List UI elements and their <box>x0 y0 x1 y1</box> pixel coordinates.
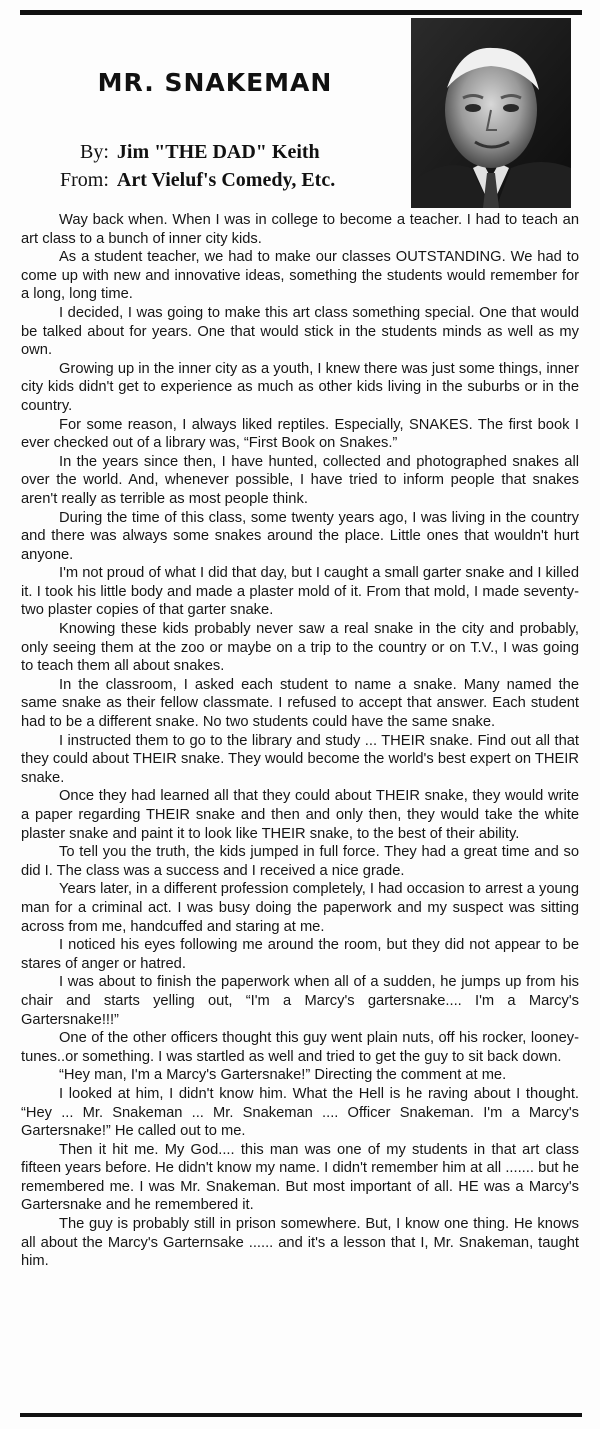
article-body <box>21 211 579 1271</box>
paragraph: I was about to finish the paperwork when all of a sudden, he jumps up from his chair and starts yelling out, “I'm a Marcy's gartersnake.... I'm a Marcy's Gartersnake!!!” <box>21 974 579 1028</box>
by-label: By: <box>80 141 109 163</box>
paragraph: Years later, in a different profession completely, I had occasion to arrest a young man for a criminal act. I was busy doing the paperwork and my suspect was sitting across from me, handcuffed and staring at me. <box>21 881 579 935</box>
paragraph: “Hey man, I'm a Marcy's Gartersnake!” Directing the comment at me. <box>59 1067 507 1084</box>
from-label: From: <box>60 169 109 191</box>
paragraph: I'm not proud of what I did that day, but I caught a small garter snake and I killed it. I took his little body and made a plaster mold of it. From that mold, I made seventy-two plaster copies of that garter snake. <box>21 565 579 619</box>
author-line <box>60 138 390 166</box>
source-line <box>60 166 390 194</box>
paragraph: The guy is probably still in prison somewhere. But, I know one thing. He knows all about the Marcy's Garternsake ...... and it's a lesson that I, Mr. Snakeman, taught him. <box>21 1216 579 1270</box>
top-rule <box>20 10 582 15</box>
paragraph: Way back when. When I was in college to become a teacher. I had to teach an art class to a bunch of inner city kids. <box>21 212 579 247</box>
paragraph: I noticed his eyes following me around the room, but they did not appear to be stares of anger or hatred. <box>21 937 579 972</box>
paragraph: To tell you the truth, the kids jumped in full force. They had a great time and so did I. The class was a success and I received a nice grade. <box>21 844 579 879</box>
paragraph: For some reason, I always liked reptiles. Especially, SNAKES. The first book I ever checked out of a library was, “First Book on Snakes.” <box>21 416 579 452</box>
paragraph: In the years since then, I have hunted, collected and photographed snakes all over the world. And, whenever possible, I have tried to inform people that snakes aren't really as terrible as most people think. <box>21 453 579 507</box>
paragraph: Once they had learned all that they could about THEIR snake, they would write a paper regarding THEIR snake and then and only then, they would take the white plaster snake and paint it to look like THEIR snake, to the best of their ability. <box>21 788 579 842</box>
paragraph: Growing up in the inner city as a youth, I knew there was just some things, inner city kids didn't get to experience as much as other kids living in the suburbs or in the country. <box>21 360 579 414</box>
paragraph: In the classroom, I asked each student to name a snake. Many named the same snake as their fellow classmate. I refused to accept that answer. Each student had to be a different snake. No two students could have the same snake. <box>21 676 579 731</box>
author-portrait-image <box>411 18 571 208</box>
author-photo <box>411 18 571 208</box>
paragraph: One of the other officers thought this guy went plain nuts, off his rocker, looney-tunes..or something. I was startled as well and tried to get the guy to sit back down. <box>21 1030 579 1065</box>
bottom-rule <box>20 1413 582 1417</box>
byline <box>60 138 390 194</box>
author-name: Jim "THE DAD" Keith <box>116 141 320 163</box>
paragraph: I decided, I was going to make this art class something special. One that would be talked about for years. One that would stick in the students minds as well as my own. <box>21 304 579 359</box>
paragraph: During the time of this class, some twenty years ago, I was living in the country and there was always some snakes around the place. Little ones that wouldn't hurt anyone. <box>21 509 579 563</box>
paragraph: I looked at him, I didn't know him. What the Hell is he raving about I thought. “Hey ... Mr. Snakeman ... Mr. Snakeman .... Officer Snakeman. I'm a Marcy's Gartersnake!” He called out to me. <box>21 1085 579 1140</box>
source-name: Art Vieluf's Comedy, Etc. <box>116 169 336 191</box>
paragraph: Then it hit me. My God.... this man was one of my students in that art class fifteen years before. He didn't know my name. I didn't remember him at all ....... but he remembered me. I was Mr. Snakeman. But most important of all. HE was a Marcy's Gartersnake and he remembered it. <box>21 1141 579 1214</box>
paragraph: Knowing these kids probably never saw a real snake in the city and probably, only seeing them at the zoo or maybe on a trip to the country or on T.V., I was going to teach them all about snakes. <box>21 621 579 675</box>
paragraph: As a student teacher, we had to make our classes OUTSTANDING. We had to come up with new and innovative ideas, something the students would remember for a long, long time. <box>21 249 579 303</box>
paragraph: I instructed them to go to the library and study ... THEIR snake. Find out all that they could about THEIR snake. They would become the world's best expert on THEIR snake. <box>21 732 579 786</box>
article-title: MR. SNAKEMAN <box>97 68 333 97</box>
